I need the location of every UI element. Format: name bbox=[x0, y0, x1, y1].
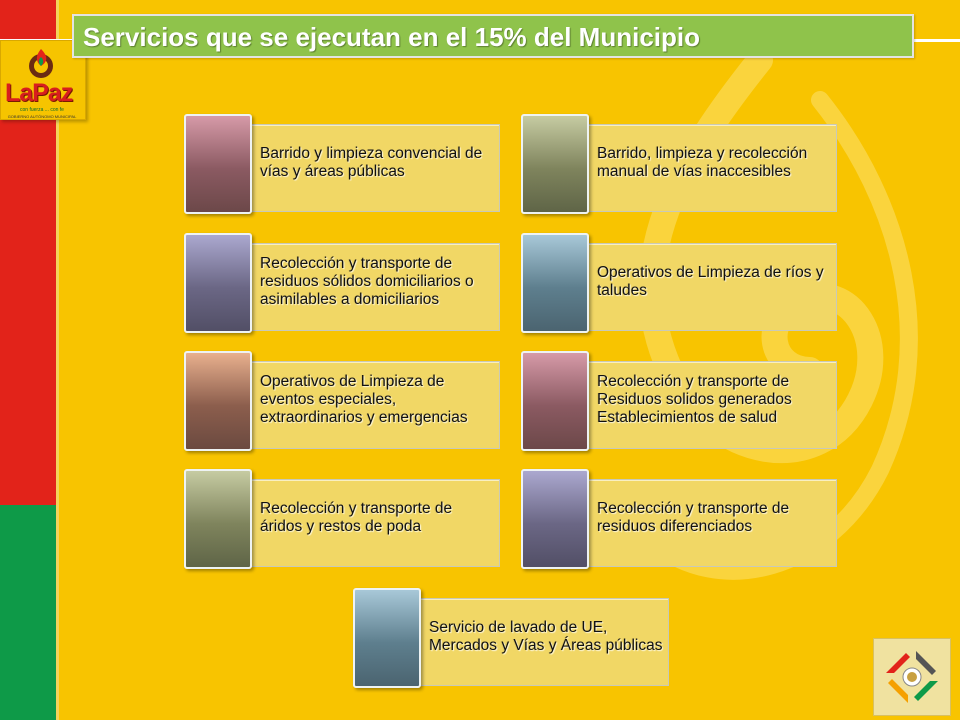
service-card bbox=[521, 114, 837, 212]
service-card bbox=[184, 469, 500, 567]
flame-emblem-icon bbox=[27, 47, 55, 81]
logo-subtitle: GOBIERNO AUTÓNOMO MUNICIPAL bbox=[7, 114, 77, 119]
service-label: Recolección y transporte de Residuos solidos generados Establecimientos de salud bbox=[597, 373, 792, 426]
service-card bbox=[521, 351, 837, 449]
service-color-tile bbox=[353, 588, 421, 688]
logo-wordmark: LaPaz bbox=[5, 79, 73, 107]
service-label: Recolección y transporte de áridos y restos de poda bbox=[260, 500, 453, 535]
service-color-tile bbox=[184, 469, 252, 569]
flag-stripe-green bbox=[0, 505, 56, 720]
service-color-tile bbox=[184, 351, 252, 451]
service-card bbox=[184, 351, 500, 449]
service-label: Recolección y transporte de residuos sólidos domiciliarios o asimilables a domiciliarios bbox=[260, 255, 474, 308]
service-color-tile bbox=[184, 114, 252, 214]
service-color-tile bbox=[521, 233, 589, 333]
municipal-emblem-icon bbox=[873, 638, 951, 716]
service-color-tile bbox=[521, 114, 589, 214]
service-color-tile bbox=[521, 351, 589, 451]
service-card bbox=[521, 469, 837, 567]
service-label: Recolección y transporte de residuos diferenciados bbox=[597, 500, 790, 535]
service-label: Operativos de Limpieza de ríos y taludes bbox=[597, 264, 824, 299]
service-label: Barrido y limpieza convencial de vías y áreas públicas bbox=[260, 145, 483, 180]
service-color-tile bbox=[521, 469, 589, 569]
service-label: Servicio de lavado de UE, Mercados y Vías y Áreas públicas bbox=[429, 619, 663, 654]
service-card bbox=[184, 233, 500, 331]
service-color-tile bbox=[184, 233, 252, 333]
service-card bbox=[521, 233, 837, 331]
logo-tagline: con fuerza ... con fe bbox=[20, 107, 64, 113]
page-title: Servicios que se ejecutan en el 15% del Municipio bbox=[83, 22, 700, 52]
service-card bbox=[353, 588, 669, 686]
service-label: Barrido, limpieza y recolección manual de vías inaccesibles bbox=[597, 145, 808, 180]
title-bar bbox=[72, 14, 914, 58]
service-card bbox=[184, 114, 500, 212]
service-label: Operativos de Limpieza de eventos especiales, extraordinarios y emergencias bbox=[260, 373, 468, 426]
